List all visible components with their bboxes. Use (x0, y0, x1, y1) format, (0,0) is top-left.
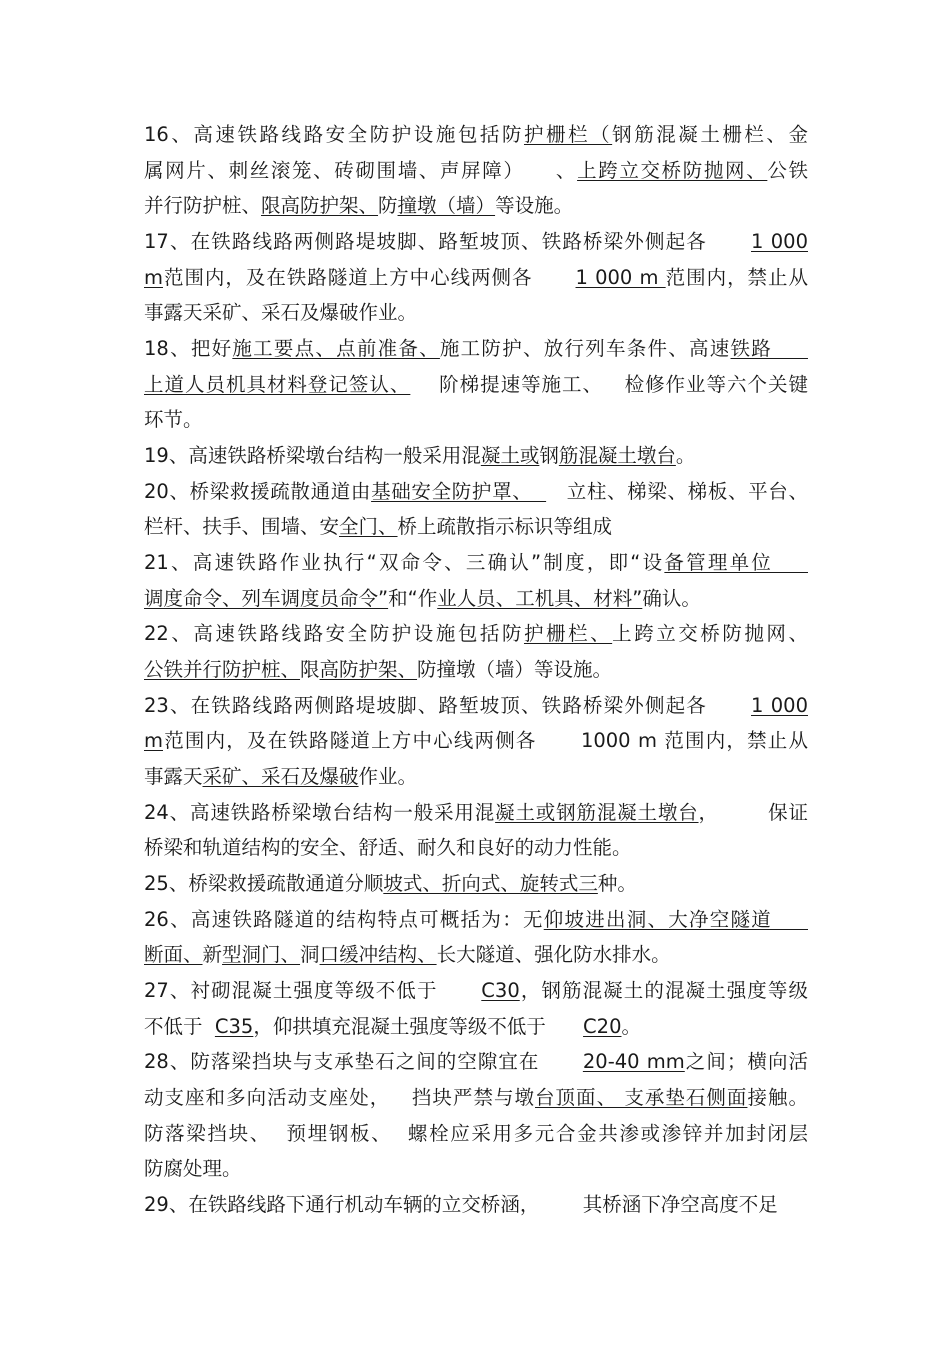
text-segment: 19、高速铁路桥梁墩台结构一般采用混 (144, 444, 481, 467)
text-line (144, 546, 808, 580)
underlined-answer: 铁路 (730, 337, 808, 360)
underlined-answer: 1 000 m (575, 266, 666, 289)
underlined-answer: 断面、 (144, 943, 203, 966)
text-segment: 27、衬砌混凝土强度等级不低于 (144, 979, 482, 1002)
text-segment: 动支座和多向活动支座处， 挡块严禁与墩 (144, 1086, 536, 1109)
underlined-answer: 坡式、折向式、旋转式三 (383, 872, 598, 895)
underlined-answer: 口缓冲结构、 (319, 943, 437, 966)
text-segment: 20、桥梁救援疏散通道由 (144, 480, 372, 503)
underlined-answer: 公铁并行防护桩、 (144, 658, 301, 681)
text-segment: 防落梁挡块、 预埋钢板、 螺栓应采用多元合金共渗或渗锌并加封闭层 (144, 1122, 808, 1145)
text-segment: 属网片、刺丝滚笼、砖砌围墙、声屏障） 、 (144, 159, 578, 182)
text-segment: 限 (300, 658, 320, 681)
text-line (144, 903, 808, 937)
underlined-answer: 仰坡进出洞、大净空隧道 (543, 908, 808, 931)
text-line (144, 1081, 808, 1115)
text-segment: 24、高速铁路桥梁墩台结构一般采用混 (144, 801, 496, 824)
text-segment: 接触。 (747, 1086, 808, 1109)
underlined-answer: 型洞门、 (222, 943, 301, 966)
text-line (144, 475, 808, 509)
text-segment: 防 (378, 194, 398, 217)
text-line (144, 368, 808, 402)
text-line (144, 796, 808, 830)
underlined-answer: 业人员、工机具、材料” (437, 587, 643, 610)
text-segment: 钢筋混凝土栅栏、金 (612, 123, 808, 146)
text-line (144, 760, 808, 794)
text-line (144, 689, 808, 723)
text-line (144, 724, 808, 758)
text-segment: ，仰拱填充混凝土强度等级不低于 (253, 1015, 584, 1038)
text-segment: 23、在铁路线路两侧路堤坡脚、路堑坡顶、铁路桥梁外侧起各 (144, 694, 752, 717)
underlined-answer: 高防护架、 (319, 658, 418, 681)
text-segment: 范围内，及在铁路隧道上方中心线两侧各 (163, 266, 576, 289)
underlined-answer: 施工要点、点前准备、 (232, 337, 440, 360)
text-line (144, 225, 808, 259)
text-line (144, 1117, 808, 1151)
text-segment: 21、高速铁路作业执行“双命令、三确认”制度，即“设 (144, 551, 665, 574)
text-segment: 阶梯提速等施工、 检修作业等六个关键 (410, 373, 808, 396)
text-segment: 28、防落梁挡块与支承垫石之间的空隙宜在 (144, 1050, 583, 1073)
text-line (144, 189, 808, 223)
underlined-answer: 限高防护架、 (261, 194, 379, 217)
underlined-answer: 凝土或 (480, 444, 540, 467)
underlined-answer: 调度命令、列车调度员命令” (144, 587, 389, 610)
underlined-answer: C35 (214, 1015, 254, 1038)
text-segment: 29、在铁路线路下通行机动车辆的立交桥涵， 其桥涵下净空高度不足 (144, 1193, 778, 1216)
text-segment: 之间；横向活 (684, 1050, 808, 1073)
text-segment: 防腐处理。 (144, 1157, 242, 1180)
text-segment: 环节。 (144, 408, 203, 431)
underlined-answer: 上道人员机具材料登记签认、 (144, 373, 411, 396)
text-segment: 范围内，禁止从 (665, 266, 808, 289)
underlined-answer: 台顶面、 支承垫石侧面 (535, 1086, 748, 1109)
text-segment: 18、把好 (144, 337, 233, 360)
text-line (144, 261, 808, 295)
text-line (144, 974, 808, 1008)
underlined-answer: 20-40 mm (582, 1050, 685, 1073)
text-line (144, 1045, 808, 1079)
text-line (144, 439, 808, 473)
underlined-answer: m (144, 266, 163, 289)
underlined-answer: 撞墩（墙） (397, 194, 496, 217)
text-line (144, 403, 808, 437)
text-segment: 公铁 (767, 159, 808, 182)
text-line (144, 332, 808, 366)
text-line (144, 617, 808, 651)
text-segment: 上跨立交桥防抛网、 (612, 622, 808, 645)
text-segment: 洞 (300, 943, 320, 966)
text-segment: 栏杆、扶手、围墙、安 (144, 515, 340, 538)
text-line (144, 510, 808, 544)
text-segment: 。 (675, 444, 696, 467)
text-segment: 新 (202, 943, 223, 966)
text-segment: 确认。 (642, 587, 701, 610)
text-segment: 种。 (597, 872, 637, 895)
underlined-answer: 上跨立交桥防抛网、 (577, 159, 768, 182)
text-segment: 不低于 (144, 1015, 215, 1038)
underlined-answer: 筋混凝土墩台 (558, 444, 676, 467)
underlined-answer: 1 000 (751, 230, 808, 253)
text-segment: 桥上疏散指示标识等组成 (397, 515, 613, 538)
underlined-answer: C30 (481, 979, 520, 1002)
underlined-answer: 凝土或钢筋混凝土墩台 (495, 801, 699, 824)
text-line (144, 938, 808, 972)
underlined-answer: 1 000 (751, 694, 808, 717)
underlined-answer: m (144, 729, 163, 752)
text-segment: 钢 (539, 444, 559, 467)
underlined-answer: 全门、 (339, 515, 398, 538)
text-segment: 作业。 (358, 765, 418, 788)
text-segment: 桥梁和轨道结构的安全、舒适、耐久和良好的动力性能。 (144, 836, 632, 859)
text-segment: 16、高速铁路线路安全防护设施包括防 (144, 123, 524, 146)
text-segment: 25、桥梁救援疏散通道分顺 (144, 872, 384, 895)
text-segment: 17、在铁路线路两侧路堤坡脚、路堑坡顶、铁路桥梁外侧起各 (144, 230, 752, 253)
underlined-answer: C20 (583, 1015, 622, 1038)
text-line (144, 1152, 808, 1186)
text-segment: 范围内，及在铁路隧道上方中心线两侧各 1000 m 范围内，禁止从 (163, 729, 808, 752)
text-segment: 。 (621, 1015, 641, 1038)
text-segment: 立柱、梯梁、梯板、平台、 (546, 480, 808, 503)
underlined-answer: 护栅栏（ (523, 123, 613, 146)
underlined-answer: 护栅栏、 (523, 622, 613, 645)
text-segment: 事露天 (144, 765, 203, 788)
text-segment: 防撞墩（墙）等设施。 (417, 658, 613, 681)
underlined-answer: 备管理单位 (664, 551, 808, 574)
text-segment: 和“作 (388, 587, 438, 610)
text-segment: 事露天采矿、采石及爆破作业。 (144, 301, 418, 324)
text-line (144, 867, 808, 901)
text-line (144, 296, 808, 330)
text-line (144, 1188, 808, 1222)
text-line (144, 831, 808, 865)
underlined-answer: 基础安全防护罩、 (371, 480, 547, 503)
text-segment: 26、高速铁路隧道的结构特点可概括为：无 (144, 908, 544, 931)
text-line (144, 582, 808, 616)
text-line (144, 154, 808, 188)
text-line (144, 1010, 808, 1044)
text-segment: ，钢筋混凝土的混凝土强度等级 (519, 979, 808, 1002)
text-segment: ， 保证 (698, 801, 808, 824)
text-segment: 并行防护桩、 (144, 194, 262, 217)
text-segment: 长大隧道、强化防水排水。 (436, 943, 671, 966)
text-segment: 施工防护、放行列车条件、高速 (439, 337, 731, 360)
text-segment: 22、高速铁路线路安全防护设施包括防 (144, 622, 524, 645)
text-line (144, 653, 808, 687)
text-segment: 等设施。 (495, 194, 574, 217)
text-line (144, 118, 808, 152)
underlined-answer: 采矿、采石及爆破 (202, 765, 359, 788)
